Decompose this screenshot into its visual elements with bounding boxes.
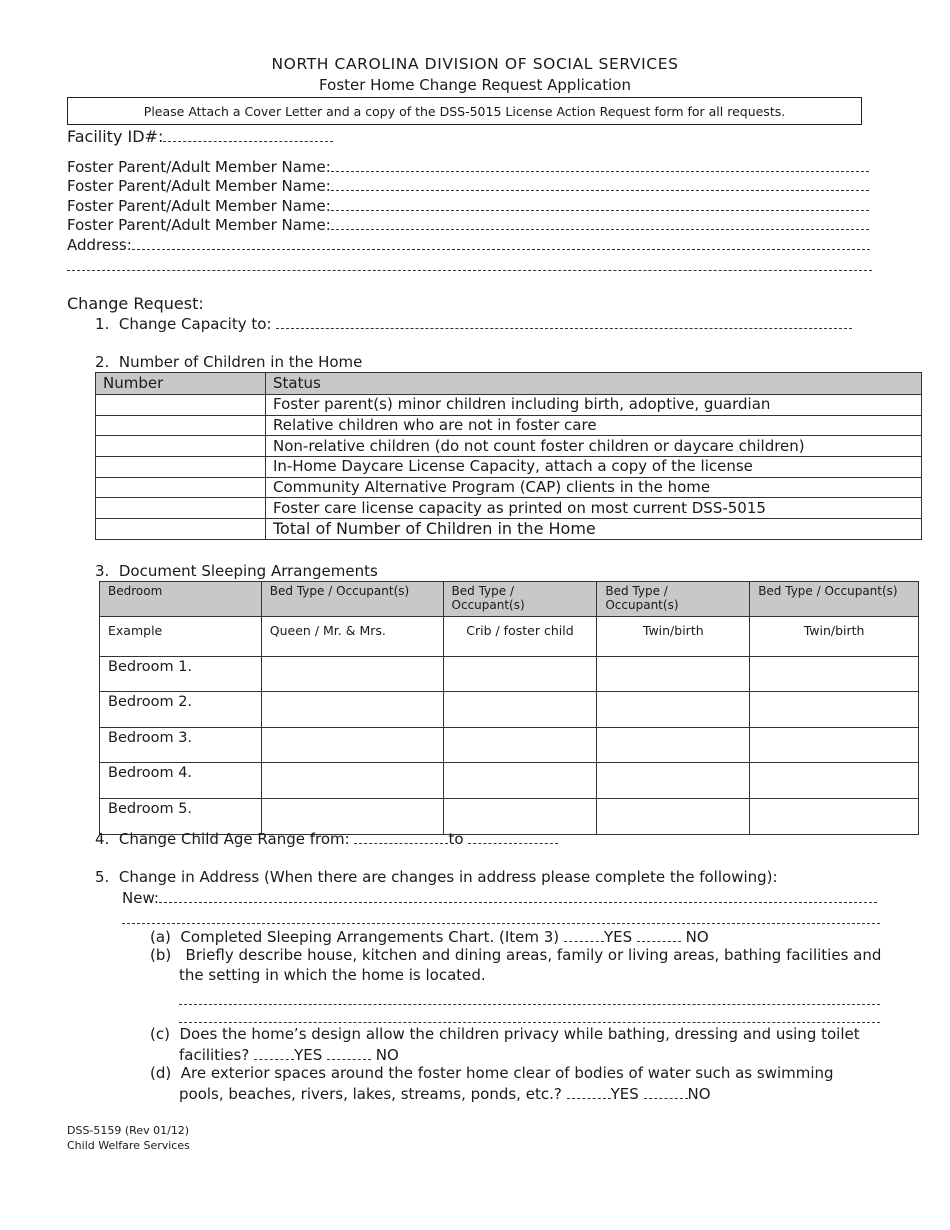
facility-id-row (67, 127, 333, 146)
sub-item-d-text: pools, beaches, rivers, lakes, streams, ponds, etc.? (179, 1085, 562, 1103)
age-from-field[interactable] (354, 829, 448, 844)
parent-label-2: Foster Parent/Adult Member Name: (67, 177, 331, 195)
privacy-no-field[interactable] (327, 1045, 371, 1060)
sub-item-d-line-2 (179, 1084, 711, 1103)
bedroom-label: Bedroom 1. (100, 656, 262, 692)
address-field-line-2[interactable] (67, 254, 872, 271)
sub-item-b-line-1: (b) Briefly describe house, kitchen and dining areas, family or living areas, bathing facilities and (150, 946, 882, 964)
water-yes-field[interactable] (567, 1084, 611, 1099)
description-field-line-1[interactable] (179, 988, 880, 1005)
bed-cell[interactable] (443, 656, 597, 692)
parent-label-3: Foster Parent/Adult Member Name: (67, 197, 331, 215)
bed-cell[interactable] (597, 656, 750, 692)
parent-name-field-2[interactable] (331, 176, 869, 191)
example-row (100, 617, 919, 657)
bed-cell[interactable] (750, 763, 919, 799)
new-address-row (122, 888, 877, 907)
parent-row-2 (67, 176, 869, 195)
bedroom-label: Bedroom 3. (100, 727, 262, 763)
new-address-label: New: (122, 889, 159, 907)
facility-id-field[interactable] (163, 127, 333, 142)
number-cell[interactable] (96, 498, 266, 519)
total-status-cell: Total of Number of Children in the Home (266, 519, 922, 540)
parent-name-field-3[interactable] (331, 196, 869, 211)
table-row (96, 477, 922, 498)
number-cell[interactable] (96, 477, 266, 498)
parent-name-field-1[interactable] (331, 157, 869, 172)
sub-item-c-line-1: (c) Does the home’s design allow the children privacy while bathing, dressing and using toilet (150, 1025, 860, 1043)
parent-label-1: Foster Parent/Adult Member Name: (67, 158, 331, 176)
water-no-field[interactable] (644, 1084, 688, 1099)
change-capacity-label: 1. Change Capacity to: (95, 315, 272, 333)
sleeping-table (99, 581, 919, 835)
form-number: DSS-5159 (Rev 01/12) (67, 1124, 190, 1137)
bed-cell[interactable] (750, 798, 919, 834)
yes-label: YES (294, 1046, 323, 1064)
new-address-field[interactable] (159, 888, 877, 903)
parent-row-4 (67, 215, 869, 234)
example-cell: Twin/birth (597, 617, 750, 657)
bed-cell[interactable] (597, 692, 750, 728)
parent-row-3 (67, 196, 869, 215)
bedroom-label: Bedroom 4. (100, 763, 262, 799)
children-table-header (96, 373, 922, 395)
sleeping-yes-field[interactable] (564, 927, 604, 942)
facility-id-label: Facility ID#: (67, 127, 164, 146)
table-row (96, 457, 922, 478)
department-name: Child Welfare Services (67, 1139, 190, 1152)
number-cell[interactable] (96, 436, 266, 457)
header-bed-type-2: Bed Type / Occupant(s) (443, 582, 597, 617)
address-field[interactable] (132, 235, 870, 250)
sub-item-a (150, 927, 709, 946)
bedroom-label: Bedroom 2. (100, 692, 262, 728)
no-label: NO (375, 1046, 399, 1064)
bedroom-label: Bedroom 5. (100, 798, 262, 834)
status-cell: In-Home Daycare License Capacity, attach a copy of the license (266, 457, 922, 478)
bed-cell[interactable] (750, 692, 919, 728)
bed-cell[interactable] (597, 763, 750, 799)
table-row (96, 436, 922, 457)
change-capacity-row (95, 314, 852, 333)
bed-cell[interactable] (443, 727, 597, 763)
bed-cell[interactable] (443, 692, 597, 728)
sub-item-b-line-2: the setting in which the home is located. (179, 966, 486, 984)
form-title: Foster Home Change Request Application (319, 76, 631, 94)
privacy-yes-field[interactable] (254, 1045, 294, 1060)
bed-cell[interactable] (261, 727, 443, 763)
sleeping-section-title: 3. Document Sleeping Arrangements (95, 562, 378, 580)
header-number: Number (96, 373, 266, 395)
children-table (95, 372, 922, 540)
example-cell: Twin/birth (750, 617, 919, 657)
number-cell[interactable] (96, 457, 266, 478)
address-change-title: 5. Change in Address (When there are changes in address please complete the following): (95, 868, 778, 886)
status-cell: Foster parent(s) minor children including birth, adoptive, guardian (266, 395, 922, 416)
no-label: NO (687, 1085, 711, 1103)
bed-cell[interactable] (597, 727, 750, 763)
example-cell: Queen / Mr. & Mrs. (261, 617, 443, 657)
change-request-heading: Change Request: (67, 294, 204, 313)
status-cell: Non-relative children (do not count foster children or daycare children) (266, 436, 922, 457)
sub-item-d-line-1: (d) Are exterior spaces around the foster home clear of bodies of water such as swimming (150, 1064, 834, 1082)
header-bedroom: Bedroom (100, 582, 262, 617)
table-row (100, 727, 919, 763)
parent-label-4: Foster Parent/Adult Member Name: (67, 216, 331, 234)
total-number-cell[interactable] (96, 519, 266, 540)
yes-label: YES (603, 928, 633, 946)
children-section-title: 2. Number of Children in the Home (95, 353, 363, 371)
new-address-field-line-2[interactable] (122, 907, 880, 924)
status-cell: Community Alternative Program (CAP) clients in the home (266, 477, 922, 498)
address-label: Address: (67, 236, 132, 254)
bed-cell[interactable] (597, 798, 750, 834)
table-row (100, 656, 919, 692)
sub-item-a-text: (a) Completed Sleeping Arrangements Chart. (Item 3) (150, 928, 560, 946)
bed-cell[interactable] (261, 656, 443, 692)
status-cell: Foster care license capacity as printed on most current DSS-5015 (266, 498, 922, 519)
table-row (96, 498, 922, 519)
address-row (67, 235, 870, 254)
table-row (100, 763, 919, 799)
status-cell: Relative children who are not in foster care (266, 415, 922, 436)
no-label: NO (685, 928, 709, 946)
attachment-notice: Please Attach a Cover Letter and a copy of the DSS-5015 License Action Request form for all requests. (67, 97, 862, 125)
header-bed-type-1: Bed Type / Occupant(s) (261, 582, 443, 617)
table-row (100, 692, 919, 728)
bed-cell[interactable] (261, 763, 443, 799)
agency-title: NORTH CAROLINA DIVISION OF SOCIAL SERVICES (271, 55, 679, 73)
sub-item-c-line-2 (179, 1045, 399, 1064)
parent-row-1 (67, 157, 869, 176)
example-label: Example (100, 617, 262, 657)
age-to-field[interactable] (468, 829, 558, 844)
yes-label: YES (610, 1085, 639, 1103)
change-capacity-field[interactable] (276, 314, 852, 329)
bed-cell[interactable] (750, 656, 919, 692)
total-row (96, 519, 922, 540)
sleeping-table-header (100, 582, 919, 617)
bed-cell[interactable] (261, 692, 443, 728)
header-status: Status (266, 373, 922, 395)
example-cell: Crib / foster child (443, 617, 597, 657)
description-field-line-2[interactable] (179, 1006, 880, 1023)
age-to-label: to (448, 830, 464, 848)
header-bed-type-3: Bed Type / Occupant(s) (597, 582, 750, 617)
bed-cell[interactable] (750, 727, 919, 763)
age-range-label: 4. Change Child Age Range from: (95, 830, 350, 848)
age-range-row (95, 829, 558, 848)
table-row (96, 395, 922, 416)
table-row (96, 415, 922, 436)
number-cell[interactable] (96, 395, 266, 416)
bed-cell[interactable] (443, 763, 597, 799)
sleeping-no-field[interactable] (637, 927, 681, 942)
header-bed-type-4: Bed Type / Occupant(s) (750, 582, 919, 617)
sub-item-c-text: facilities? (179, 1046, 250, 1064)
number-cell[interactable] (96, 415, 266, 436)
parent-name-field-4[interactable] (331, 215, 869, 230)
